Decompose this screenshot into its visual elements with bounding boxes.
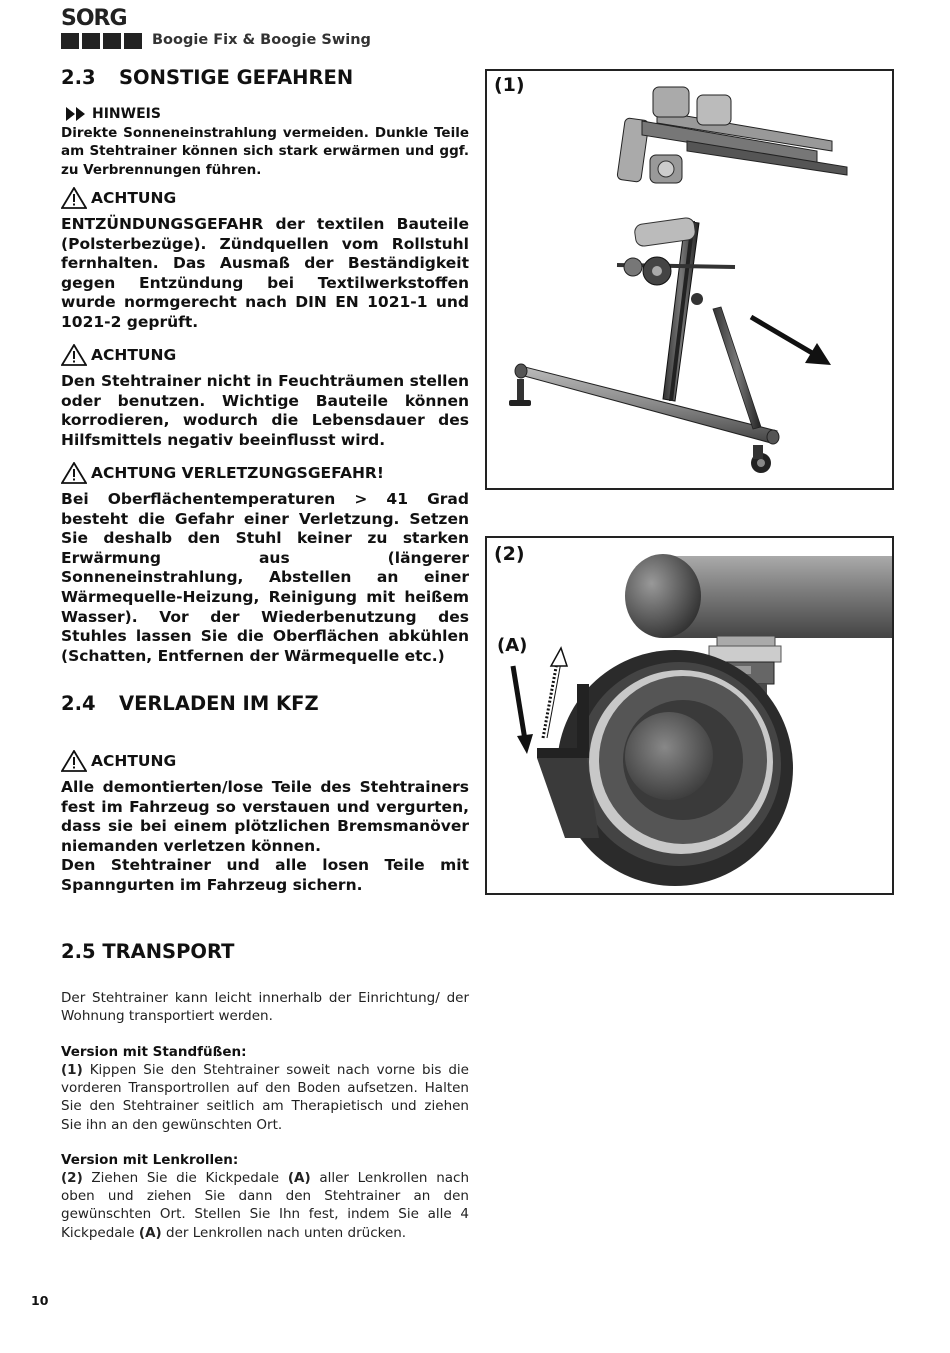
document-title: Boogie Fix & Boogie Swing	[152, 32, 371, 48]
warning-triangle-icon	[61, 462, 87, 484]
intro-paragraph: Der Stehtrainer kann leicht innerhalb der Einrichtung/ der Wohnung transportiert werden.	[61, 990, 469, 1025]
warning-triangle-icon	[61, 750, 87, 772]
hint-text: Direkte Sonneneinstrahlung vermeiden. Dunkle Teile am Stehtrainer können sich stark erwärmen und ggf. zu Verbrennungen führen.	[61, 125, 469, 178]
version-text: Ziehen Sie die Kickpedale	[82, 1170, 288, 1186]
stand-trainer-illustration	[487, 71, 892, 488]
double-arrow-icon	[66, 106, 88, 122]
section-number: 2.3	[61, 66, 96, 89]
version-paragraph	[61, 1169, 469, 1242]
pedal-ref: (A)	[138, 1224, 162, 1241]
pedal-label: (A)	[497, 635, 528, 656]
version-text: aller Lenkrollen nach oben und ziehen Sie dann den Stehtrainer an den gewünschten Ort. Stellen Sie Ihn fest, indem Sie alle 4 Kickpedale	[61, 1170, 469, 1241]
section-heading-2-4	[61, 692, 319, 715]
section-number: 2.4	[61, 692, 96, 715]
figure-ref: (2)	[61, 1170, 83, 1186]
warning-text	[61, 778, 469, 896]
version-heading: Version mit Lenkrollen:	[61, 1152, 239, 1168]
section-title: VERLADEN IM KFZ	[119, 692, 319, 715]
version-text: der Lenkrollen nach unten drücken.	[161, 1224, 407, 1241]
warning-text: ENTZÜNDUNGSGEFAHR der textilen Bauteile (Polsterbezüge). Zündquellen vom Rollstuhl fernhalten. Das Ausmaß der Beständigkeit gegen Entzündung bei Textilwerkstoffen wurde normgerecht nach DIN EN 1021-1 und 1021-2 geprüft.	[61, 215, 469, 331]
warning-paragraph: Alle demontierten/lose Teile des Stehtrainers fest im Fahrzeug so verstauen und vergurten, dass sie bei einem plötzlichen Bremsmanöver niemanden verletzen können.	[61, 778, 469, 855]
section-heading-2-5: 2.5 TRANSPORT	[61, 940, 235, 963]
warning-heading	[61, 187, 176, 209]
figure-label: (2)	[494, 543, 525, 565]
warning-label: ACHTUNG	[91, 346, 177, 364]
logo-blocks	[61, 33, 142, 49]
warning-triangle-icon	[61, 187, 87, 209]
version-heading: Version mit Standfüßen:	[61, 1044, 247, 1060]
warning-heading	[61, 344, 176, 366]
figure-1	[485, 69, 894, 490]
warning-paragraph: Den Stehtrainer und alle losen Teile mit Spanngurten im Fahrzeug sichern.	[61, 856, 469, 894]
warning-text: Den Stehtrainer nicht in Feuchträumen stellen oder benutzen. Wichtige Bauteile können korrodieren, wodurch die Lebensdauer des Hilfsmittels negativ beeinflusst wird.	[61, 372, 469, 449]
page-number: 10	[31, 1293, 49, 1308]
section-title: SONSTIGE GEFAHREN	[119, 66, 354, 89]
warning-heading	[61, 462, 384, 484]
hint-heading	[66, 106, 161, 122]
sorg-logo	[61, 6, 143, 48]
figure-ref: (1)	[61, 1062, 83, 1078]
warning-heading	[61, 750, 176, 772]
warning-triangle-icon	[61, 344, 87, 366]
warning-text: Bei Oberflächentemperaturen > 41 Grad besteht die Gefahr einer Verletzung. Setzen Sie deshalb den Stuhl keiner zu starken Erwärmung aus (längerer Sonneneinstrahlung, Abstellen an einer Wärmequelle-Heizung, Reinigung mit heißem Wasser). Vor der Wiederbenutzung des Stuhles lassen Sie die Oberflächen abkühlen (Schatten, Entfernen der Wärmequelle etc.)	[61, 490, 469, 665]
pedal-ref: (A)	[287, 1170, 311, 1186]
hint-label: HINWEIS	[92, 106, 161, 122]
warning-label: ACHTUNG VERLETZUNGSGEFAHR!	[91, 464, 384, 482]
version-paragraph	[61, 1061, 469, 1134]
version-text: Kippen Sie den Stehtrainer soweit nach vorne bis die vorderen Transportrollen auf den Boden aufsetzen. Halten Sie den Stehtrainer seitlich am Therapietisch und ziehen Sie ihn an den gewünschten Ort.	[61, 1062, 469, 1133]
section-heading-2-3	[61, 66, 353, 89]
warning-label: ACHTUNG	[91, 189, 177, 207]
figure-label: (1)	[494, 74, 525, 96]
warning-label: ACHTUNG	[91, 752, 177, 770]
caster-wheel-illustration	[487, 538, 892, 893]
logo-text: SORG	[61, 6, 127, 31]
figure-2	[485, 536, 894, 895]
